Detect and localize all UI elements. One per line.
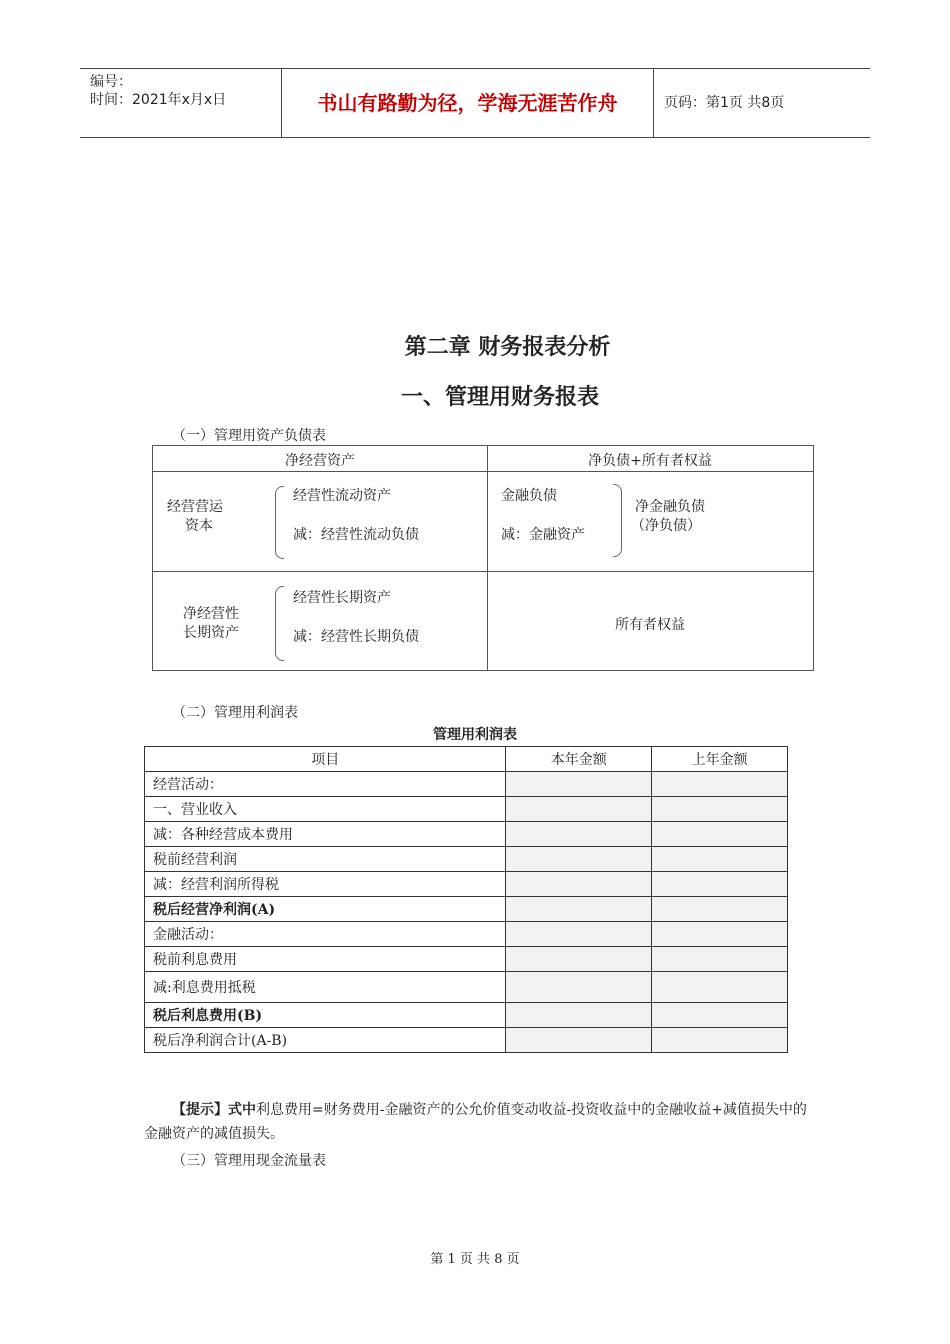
page-footer: 第 1 页 共 8 页 (430, 1252, 520, 1267)
col-net-operating-assets: 净经营资产 (285, 453, 355, 469)
cell-current-year (506, 947, 652, 972)
table-row (145, 1003, 788, 1028)
net-fin-liab-line2: （净负债） (631, 518, 701, 534)
fin-assets: 减：金融资产 (501, 527, 585, 543)
row-label: 税后经营净利润(A) (145, 897, 506, 922)
table-row (145, 947, 788, 972)
income-statement-title: 管理用利润表 (433, 727, 517, 743)
table-row (145, 772, 788, 797)
row-label: 减：经营利润所得税 (145, 872, 506, 897)
column-header: 项目 (145, 747, 506, 772)
header-motto: 书山有路勤为径，学海无涯苦作舟 (282, 69, 654, 137)
table-row (145, 972, 788, 1003)
brace-icon (613, 484, 622, 519)
tip-prefix: 【提示】式中 (172, 1102, 256, 1118)
table-row (145, 897, 788, 922)
row-label: 税前经营利润 (145, 847, 506, 872)
table-row (145, 847, 788, 872)
time-label: 时间：2021年x月x日 (90, 92, 227, 108)
table-row (145, 922, 788, 947)
cell-prior-year (652, 972, 788, 1003)
net-lt-assets-line2: 长期资产 (183, 625, 239, 641)
brace-icon (275, 518, 284, 559)
cell-current-year (506, 847, 652, 872)
brace-icon (275, 486, 284, 519)
column-header: 本年金额 (506, 747, 652, 772)
fin-liab: 金融负债 (501, 488, 557, 504)
row-label: 减：各种经营成本费用 (145, 822, 506, 847)
table-row (145, 797, 788, 822)
row-label: 一、营业收入 (145, 797, 506, 822)
cell-prior-year (652, 822, 788, 847)
page-header (80, 68, 870, 138)
row-label: 税后利息费用(B) (145, 1003, 506, 1028)
op-lt-liab: 减：经营性长期负债 (293, 629, 419, 645)
section-title: 一、管理用财务报表 (400, 385, 599, 410)
table-row (145, 1028, 788, 1053)
cell-current-year (506, 772, 652, 797)
net-lt-assets-line1: 净经营性 (183, 606, 239, 622)
working-capital-line1: 经营营运 (167, 499, 223, 515)
header-meta (80, 69, 282, 137)
cell-prior-year (652, 922, 788, 947)
cell-prior-year (652, 772, 788, 797)
op-current-liab: 减：经营性流动负债 (293, 527, 419, 543)
tip-text: 利息费用=财务费用-金融资产的公允价值变动收益-投资收益中的金融收益+减值损失中的金融资产的减值损失。 (144, 1102, 807, 1142)
row-label: 减:利息费用抵税 (145, 972, 506, 1003)
balance-sheet-heading: （一）管理用资产负债表 (172, 428, 326, 444)
brace-icon (275, 620, 284, 661)
income-statement-heading: （二）管理用利润表 (172, 705, 298, 721)
cell-current-year (506, 922, 652, 947)
cell-prior-year (652, 1003, 788, 1028)
divider (153, 571, 813, 572)
cell-prior-year (652, 947, 788, 972)
cell-current-year (506, 972, 652, 1003)
chapter-title: 第二章 财务报表分析 (404, 335, 611, 360)
brace-icon (613, 518, 622, 557)
cell-current-year (506, 897, 652, 922)
cell-prior-year (652, 847, 788, 872)
tip-paragraph (144, 1098, 814, 1146)
working-capital-line2: 资本 (185, 518, 213, 534)
cell-current-year (506, 872, 652, 897)
row-label: 税前利息费用 (145, 947, 506, 972)
cell-prior-year (652, 1028, 788, 1053)
row-label: 经营活动： (145, 772, 506, 797)
col-net-liab-equity: 净负债+所有者权益 (588, 453, 712, 469)
cell-current-year (506, 797, 652, 822)
number-label: 编号： (90, 74, 132, 90)
brace-icon (275, 586, 284, 621)
equity: 所有者权益 (615, 617, 685, 633)
cell-current-year (506, 1003, 652, 1028)
divider (487, 446, 488, 670)
op-current-assets: 经营性流动资产 (293, 488, 391, 504)
cell-prior-year (652, 797, 788, 822)
cash-flow-heading: （三）管理用现金流量表 (172, 1153, 326, 1169)
cell-current-year (506, 822, 652, 847)
table-row (145, 822, 788, 847)
op-lt-assets: 经营性长期资产 (293, 590, 391, 606)
cell-prior-year (652, 897, 788, 922)
cell-prior-year (652, 872, 788, 897)
cell-current-year (506, 1028, 652, 1053)
table-row (145, 872, 788, 897)
row-label: 金融活动： (145, 922, 506, 947)
income-statement-table (144, 746, 788, 1053)
divider (153, 471, 813, 472)
row-label: 税后净利润合计(A-B) (145, 1028, 506, 1053)
column-header: 上年金额 (652, 747, 788, 772)
table-header-row (145, 747, 788, 772)
net-fin-liab-line1: 净金融负债 (635, 499, 705, 515)
balance-sheet-table (152, 445, 814, 671)
header-page-info: 页码：第1页 共8页 (664, 95, 785, 111)
